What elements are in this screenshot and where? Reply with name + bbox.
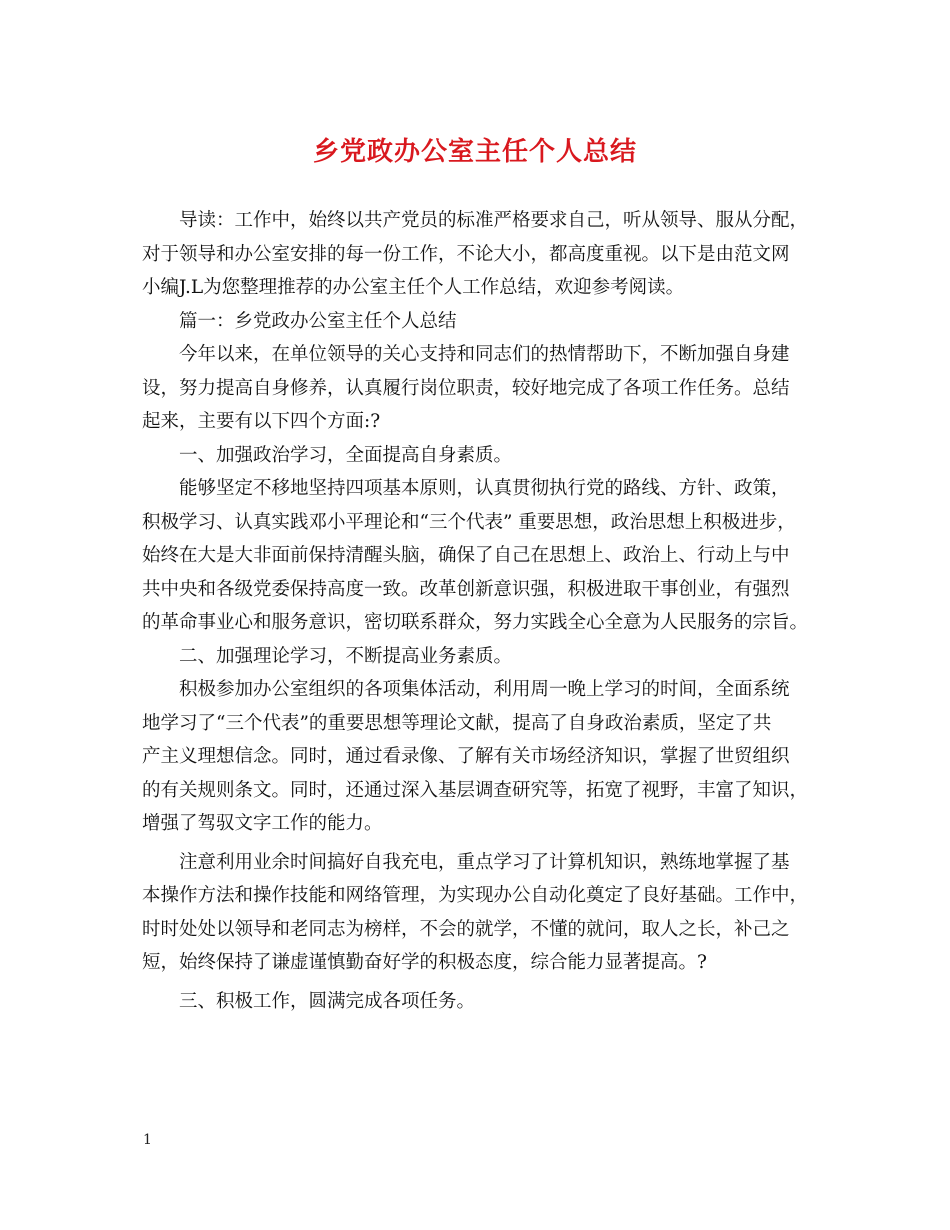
text-line: 注意利用业余时间搞好自我充电，重点学习了计算机知识，熟练地掌握了基 [179,851,790,873]
text-line: 本操作方法和操作技能和网络管理，为实现办公自动化奠定了良好基础。工作中， [142,885,809,906]
text-line: 地学习了“三个代表”的重要思想等理论文献，提高了自身政治素质，坚定了共 [142,712,772,734]
text-line: 时时处处以领导和老同志为榜样，不会的就学，不懂的就问，取人之长，补己之 [142,918,790,940]
page-number: 1 [143,1132,152,1148]
text-line: 积极参加办公室组织的各项集体活动，利用周一晚上学习的时间，全面系统 [179,679,790,700]
text-line: 小编J.L为您整理推荐的办公室主任个人工作总结，欢迎参考阅读。 [142,277,685,298]
text-line: 积极学习、认真实践邓小平理论和“三个代表” 重要思想，政治思想上积极进步， [142,511,796,533]
text-line: 的革命事业心和服务意识，密切联系群众，努力实践全心全意为人民服务的宗旨。 [142,612,809,633]
text-line: 三、积极工作，圆满完成各项任务。 [179,990,476,1012]
text-line: 共中央和各级党委保持高度一致。改革创新意识强，积极进取干事创业，有强烈 [142,578,790,600]
text-line: 的有关规则条文。同时，还通过深入基层调查研究等，拓宽了视野，丰富了知识， [142,779,809,801]
text-line: 设，努力提高自身修养，认真履行岗位职责，较好地完成了各项工作任务。总结 [142,377,790,399]
text-line: 对于领导和办公室安排的每一份工作，不论大小，都高度重视。以下是由范文网 [142,243,790,265]
text-line: 增强了驾驭文字工作的能力。 [142,813,383,834]
document-title: 乡党政办公室主任个人总结 [312,137,637,167]
text-line: 起来，主要有以下四个方面:? [142,411,381,432]
text-line: 篇一：乡党政办公室主任个人总结 [179,310,457,332]
document-body [142,204,810,1018]
text-line: 今年以来，在单位领导的关心支持和同志们的热情帮助下，不断加强自身建 [179,344,790,365]
text-line: 产主义理想信念。同时，通过看录像、了解有关市场经济知识，掌握了世贸组织 [142,746,790,767]
text-line: 能够坚定不移地坚持四项基本原则，认真贯彻执行党的路线、方针、政策， [179,478,790,499]
text-line: 始终在大是大非面前保持清醒头脑，确保了自己在思想上、政治上、行动上与中 [142,545,790,566]
text-line: 一、加强政治学习，全面提高自身素质。 [179,444,513,466]
text-line: 短，始终保持了谦虚谨慎勤奋好学的积极态度，综合能力显著提高。? [142,952,707,973]
text-line: 导读：工作中，始终以共产党员的标准严格要求自己，听从领导、服从分配， [179,210,809,231]
text-line: 二、加强理论学习，不断提高业务素质。 [179,645,513,667]
